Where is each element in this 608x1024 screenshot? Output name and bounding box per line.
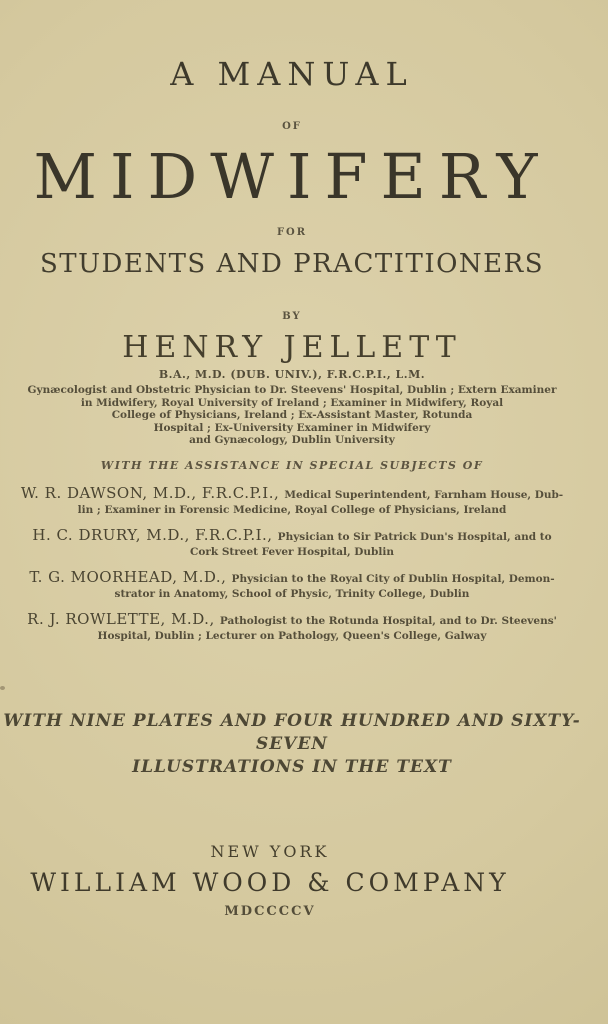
author-titles — [0, 384, 584, 447]
contributor-name: W. R. DAWSON, M.D., F.R.C.P.I., — [20, 484, 280, 502]
contributor-role-continued: Cork Street Fever Hospital, Dublin — [190, 545, 394, 558]
imprint — [0, 842, 562, 919]
contributor-role: Physician to the Royal City of Dublin Hospital, Demon- — [231, 573, 555, 585]
author-titles-line: Gynæcologist and Obstetric Physician to Dr. Steevens' Hospital, Dublin ; Extern Examiner — [27, 384, 557, 396]
contributor-name: R. J. ROWLETTE, M.D., — [27, 610, 215, 628]
contributor-name: T. G. MOORHEAD, M.D., — [29, 568, 227, 586]
of-label: OF — [282, 121, 302, 132]
contributor-role: Pathologist to the Rotunda Hospital, and to Dr. Steevens' — [219, 615, 557, 627]
assistance-heading: WITH THE ASSISTANCE IN SPECIAL SUBJECTS OF — [100, 459, 484, 472]
contributor-role-continued: Hospital, Dublin ; Lecturer on Pathology, Queen's College, Galway — [97, 629, 487, 642]
author-titles-line: in Midwifery, Royal University of Ireland ; Examiner in Midwifery, Royal — [80, 396, 504, 409]
author-name: HENRY JELLETT — [122, 330, 462, 365]
main-title: MIDWIFERY — [33, 140, 551, 213]
author-titles-line: Hospital ; Ex-University Examiner in Midwifery — [153, 421, 431, 434]
contributor-role: Medical Superintendent, Farnham House, Dub- — [284, 489, 564, 501]
contributor-line1 — [0, 486, 584, 503]
contributor-line1 — [0, 612, 584, 629]
half-title: A MANUAL — [170, 55, 414, 93]
illustrations-note-line2: ILLUSTRATIONS IN THE TEXT — [132, 757, 452, 777]
contributor-line1 — [0, 570, 584, 587]
contributors-list — [0, 486, 584, 654]
author-titles-line: and Gynæcology, Dublin University — [189, 434, 395, 447]
contributor-entry — [0, 528, 584, 559]
contributor-line1 — [0, 528, 584, 545]
imprint-year: MDCCCCV — [224, 904, 316, 919]
contributor-name: H. C. DRURY, M.D., F.R.C.P.I., — [32, 526, 273, 544]
contributor-entry — [0, 486, 584, 517]
illustrations-note-line1: WITH NINE PLATES AND FOUR HUNDRED AND SIXTY-SEVEN — [3, 711, 581, 754]
contributor-role: Physician to Sir Patrick Dun's Hospital, and to — [277, 531, 552, 543]
for-label: FOR — [276, 227, 308, 238]
contributor-role-continued: strator in Anatomy, School of Physic, Trinity College, Dublin — [114, 587, 470, 600]
author-titles-line: College of Physicians, Ireland ; Ex-Assistant Master, Rotunda — [111, 409, 473, 422]
paper-speck — [0, 686, 5, 690]
contributor-role-continued: lin ; Examiner in Forensic Medicine, Royal College of Physicians, Ireland — [77, 503, 507, 516]
imprint-city: NEW YORK — [210, 842, 330, 861]
illustrations-note — [0, 710, 584, 779]
author-degrees: B.A., M.D. (DUB. UNIV.), F.R.C.P.I., L.M. — [158, 368, 426, 381]
subtitle: STUDENTS AND PRACTITIONERS — [39, 249, 545, 279]
imprint-publisher: WILLIAM WOOD & COMPANY — [30, 868, 510, 897]
contributor-entry — [0, 612, 584, 643]
contributor-entry — [0, 570, 584, 601]
by-label: BY — [282, 311, 302, 322]
